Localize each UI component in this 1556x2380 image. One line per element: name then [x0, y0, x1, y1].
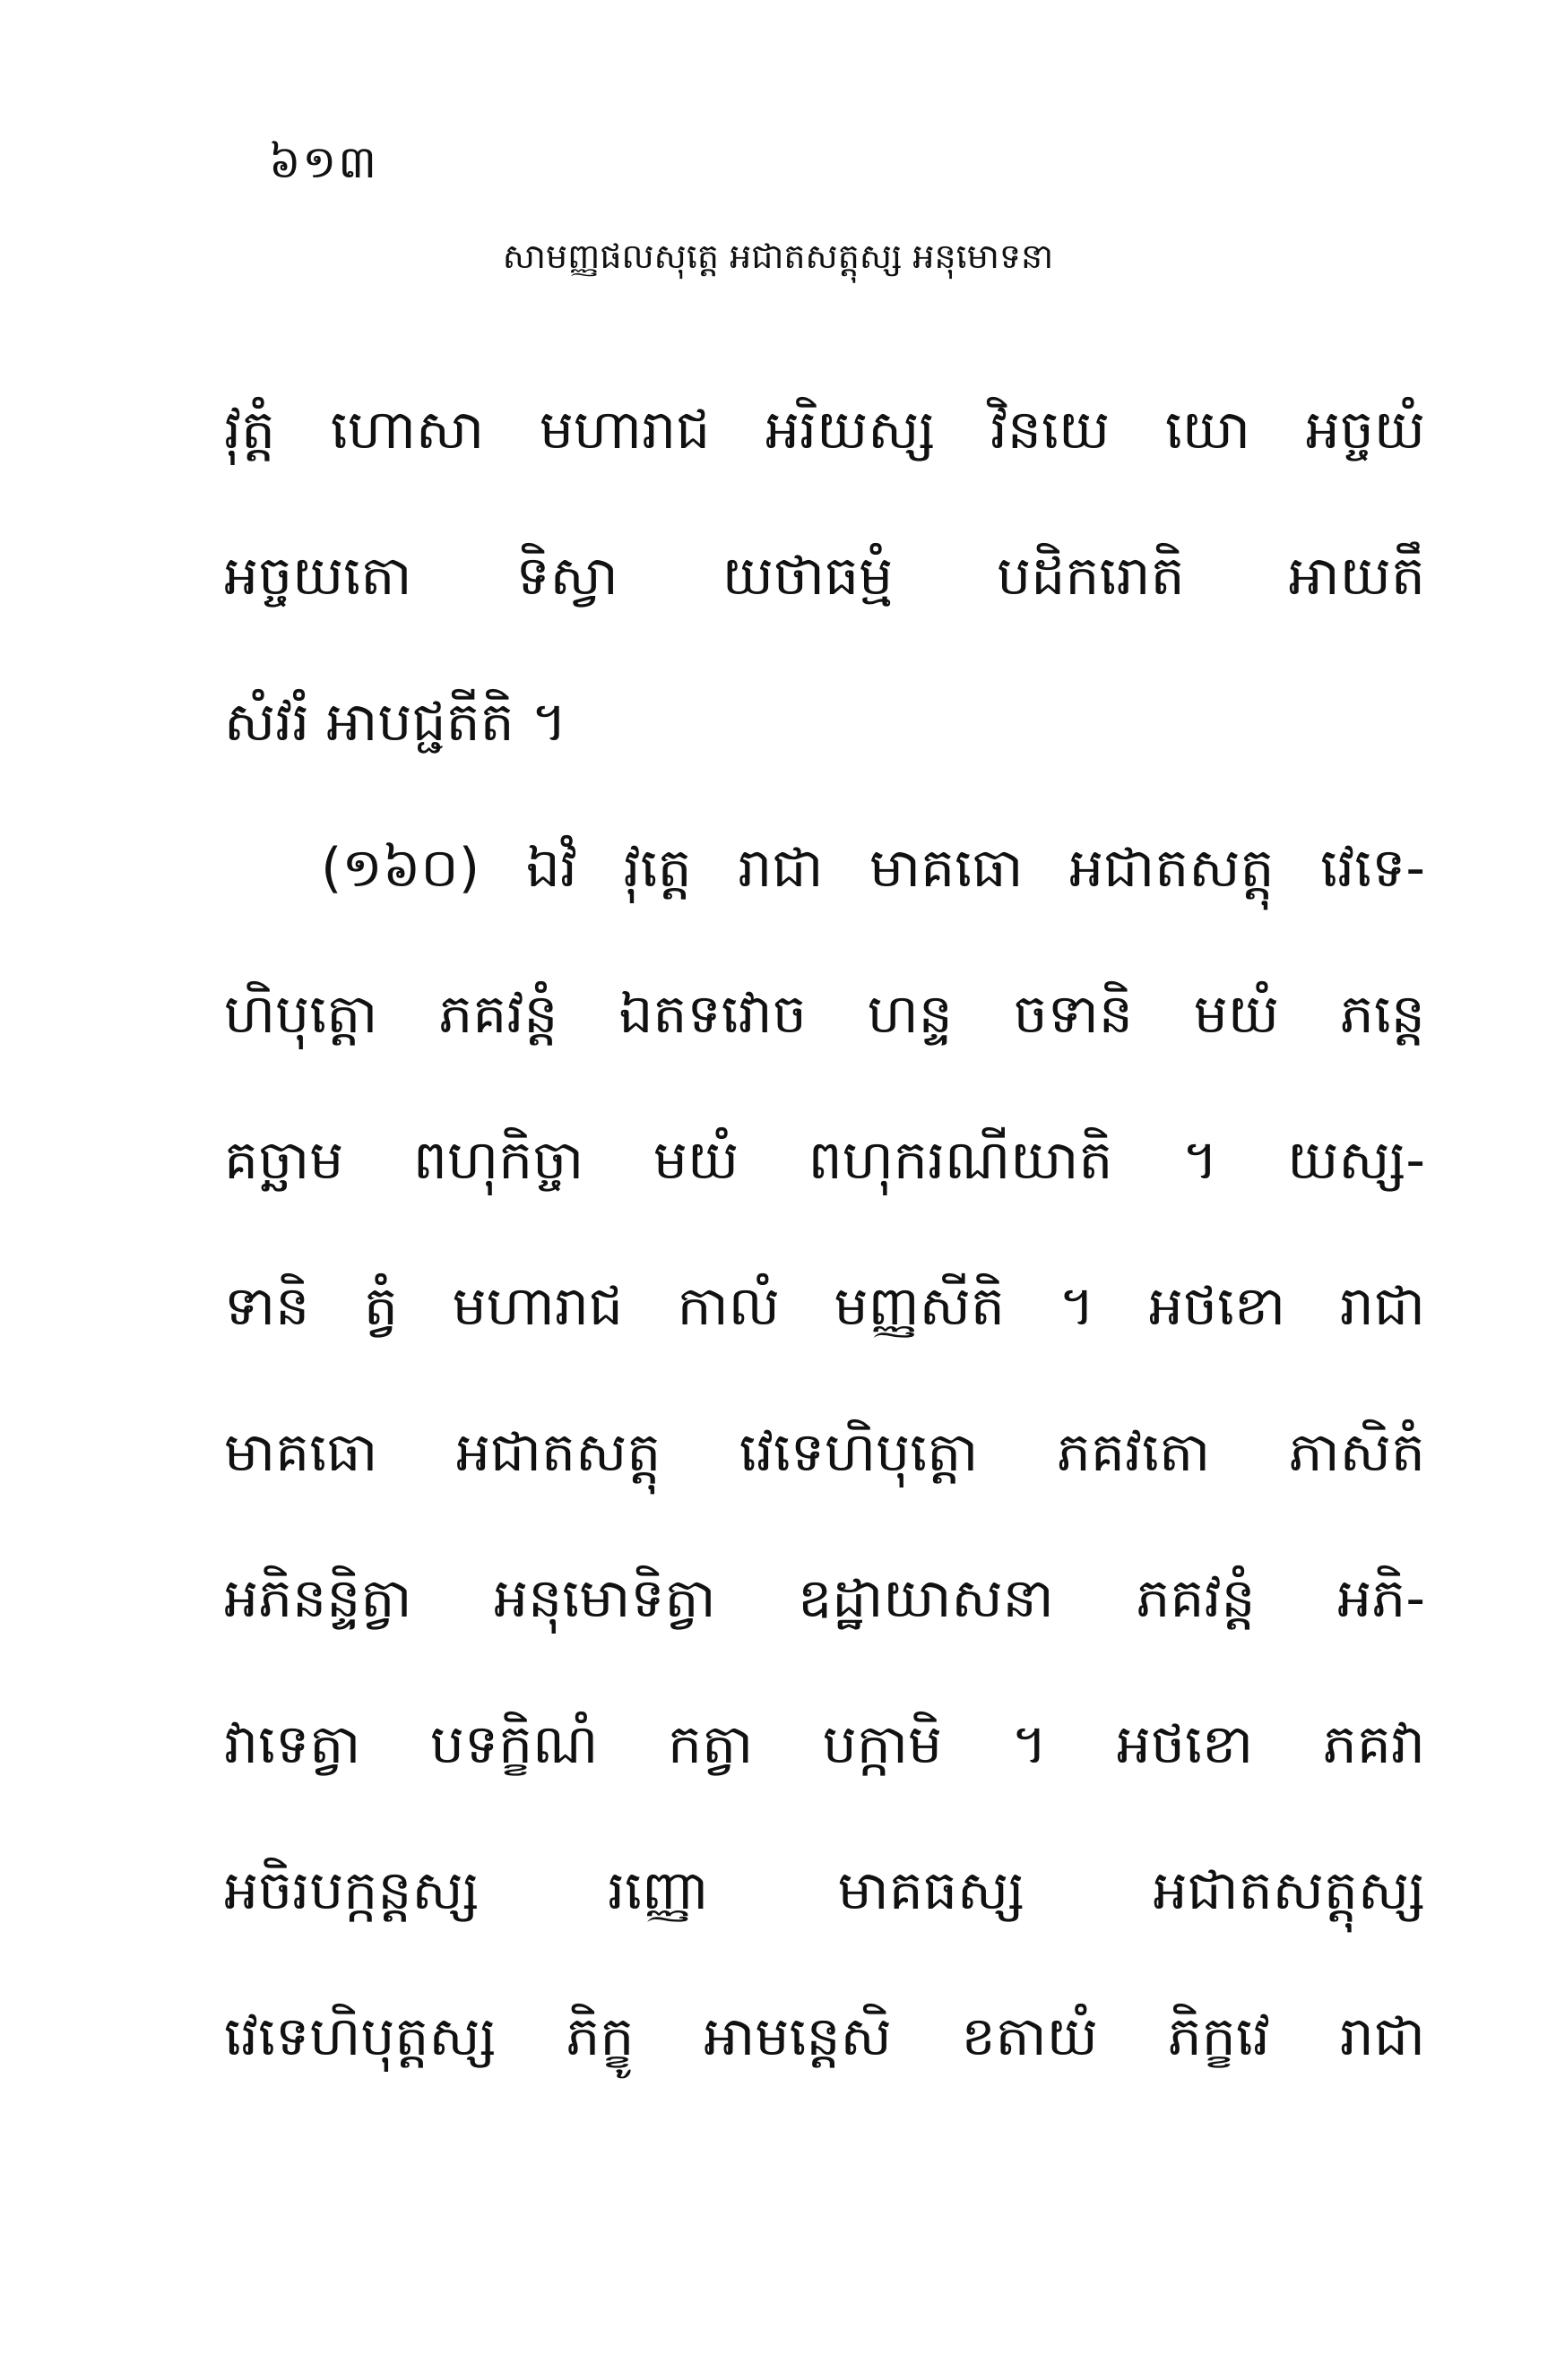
text-line: គច្ឆាម ពហុកិច្ចា មយំ ពហុករណីយាតិ ។ យស្ស- — [224, 1129, 1425, 1192]
text-line: ទានិ ត្វំ មហារាជ កាលំ មញ្ញសីតិ ។ អថខោ រាជា — [224, 1275, 1425, 1338]
text-line: ហិបុត្តោ ភគវន្តំ ឯតទវោច ហន្ទ ចទានិ មយំ ភន្តេ — [224, 983, 1425, 1046]
text-line: វាទេត្វា បទក្ខិណំ កត្វា បក្កាមិ ។ អថខោ ភគវា — [224, 1713, 1425, 1776]
running-header: សាមញ្ញផលសុត្តេ អជាតសត្តុស្ស អនុមោទនា — [502, 237, 1054, 276]
text-line: អច្ចយតោ ទិស្វា យថាធម្មំ បដិករោតិ អាយតឹ — [224, 545, 1425, 608]
text-line: អចិរបក្កន្តស្ស រញ្ញោ មាគធស្ស អជាតសត្តុស្ស — [224, 1859, 1425, 1922]
text-line: វេទេហិបុត្តស្ស ភិក្ខូ អាមន្តេសិ ខតាយំ ភិក្ខវេ រាជា — [224, 2005, 1425, 2068]
body-text — [224, 394, 1425, 2147]
text-line: សំវរំ អាបជ្ជតីតិ ។ — [224, 691, 567, 754]
text-line: មាគធោ អជាតសត្តុ វេទេហិបុត្តោ ភគវតោ ភាសិតំ — [224, 1421, 1425, 1484]
text-line: វុត្តំ ហោសា មហារាជ អរិយស្ស វិនយេ យោ អច្ចយំ — [224, 399, 1425, 461]
text-line: អភិនន្ទិត្វា អនុមោទិត្វា ឧដ្ឋាយាសនា ភគវន្តំ អភិ- — [224, 1567, 1425, 1630]
page-number: ៦១៣ — [269, 136, 378, 188]
text-line: (១៦០) ឯវំ វុត្តេ រាជា មាគធោ អជាតសត្តុ វេទេ- — [321, 837, 1425, 900]
